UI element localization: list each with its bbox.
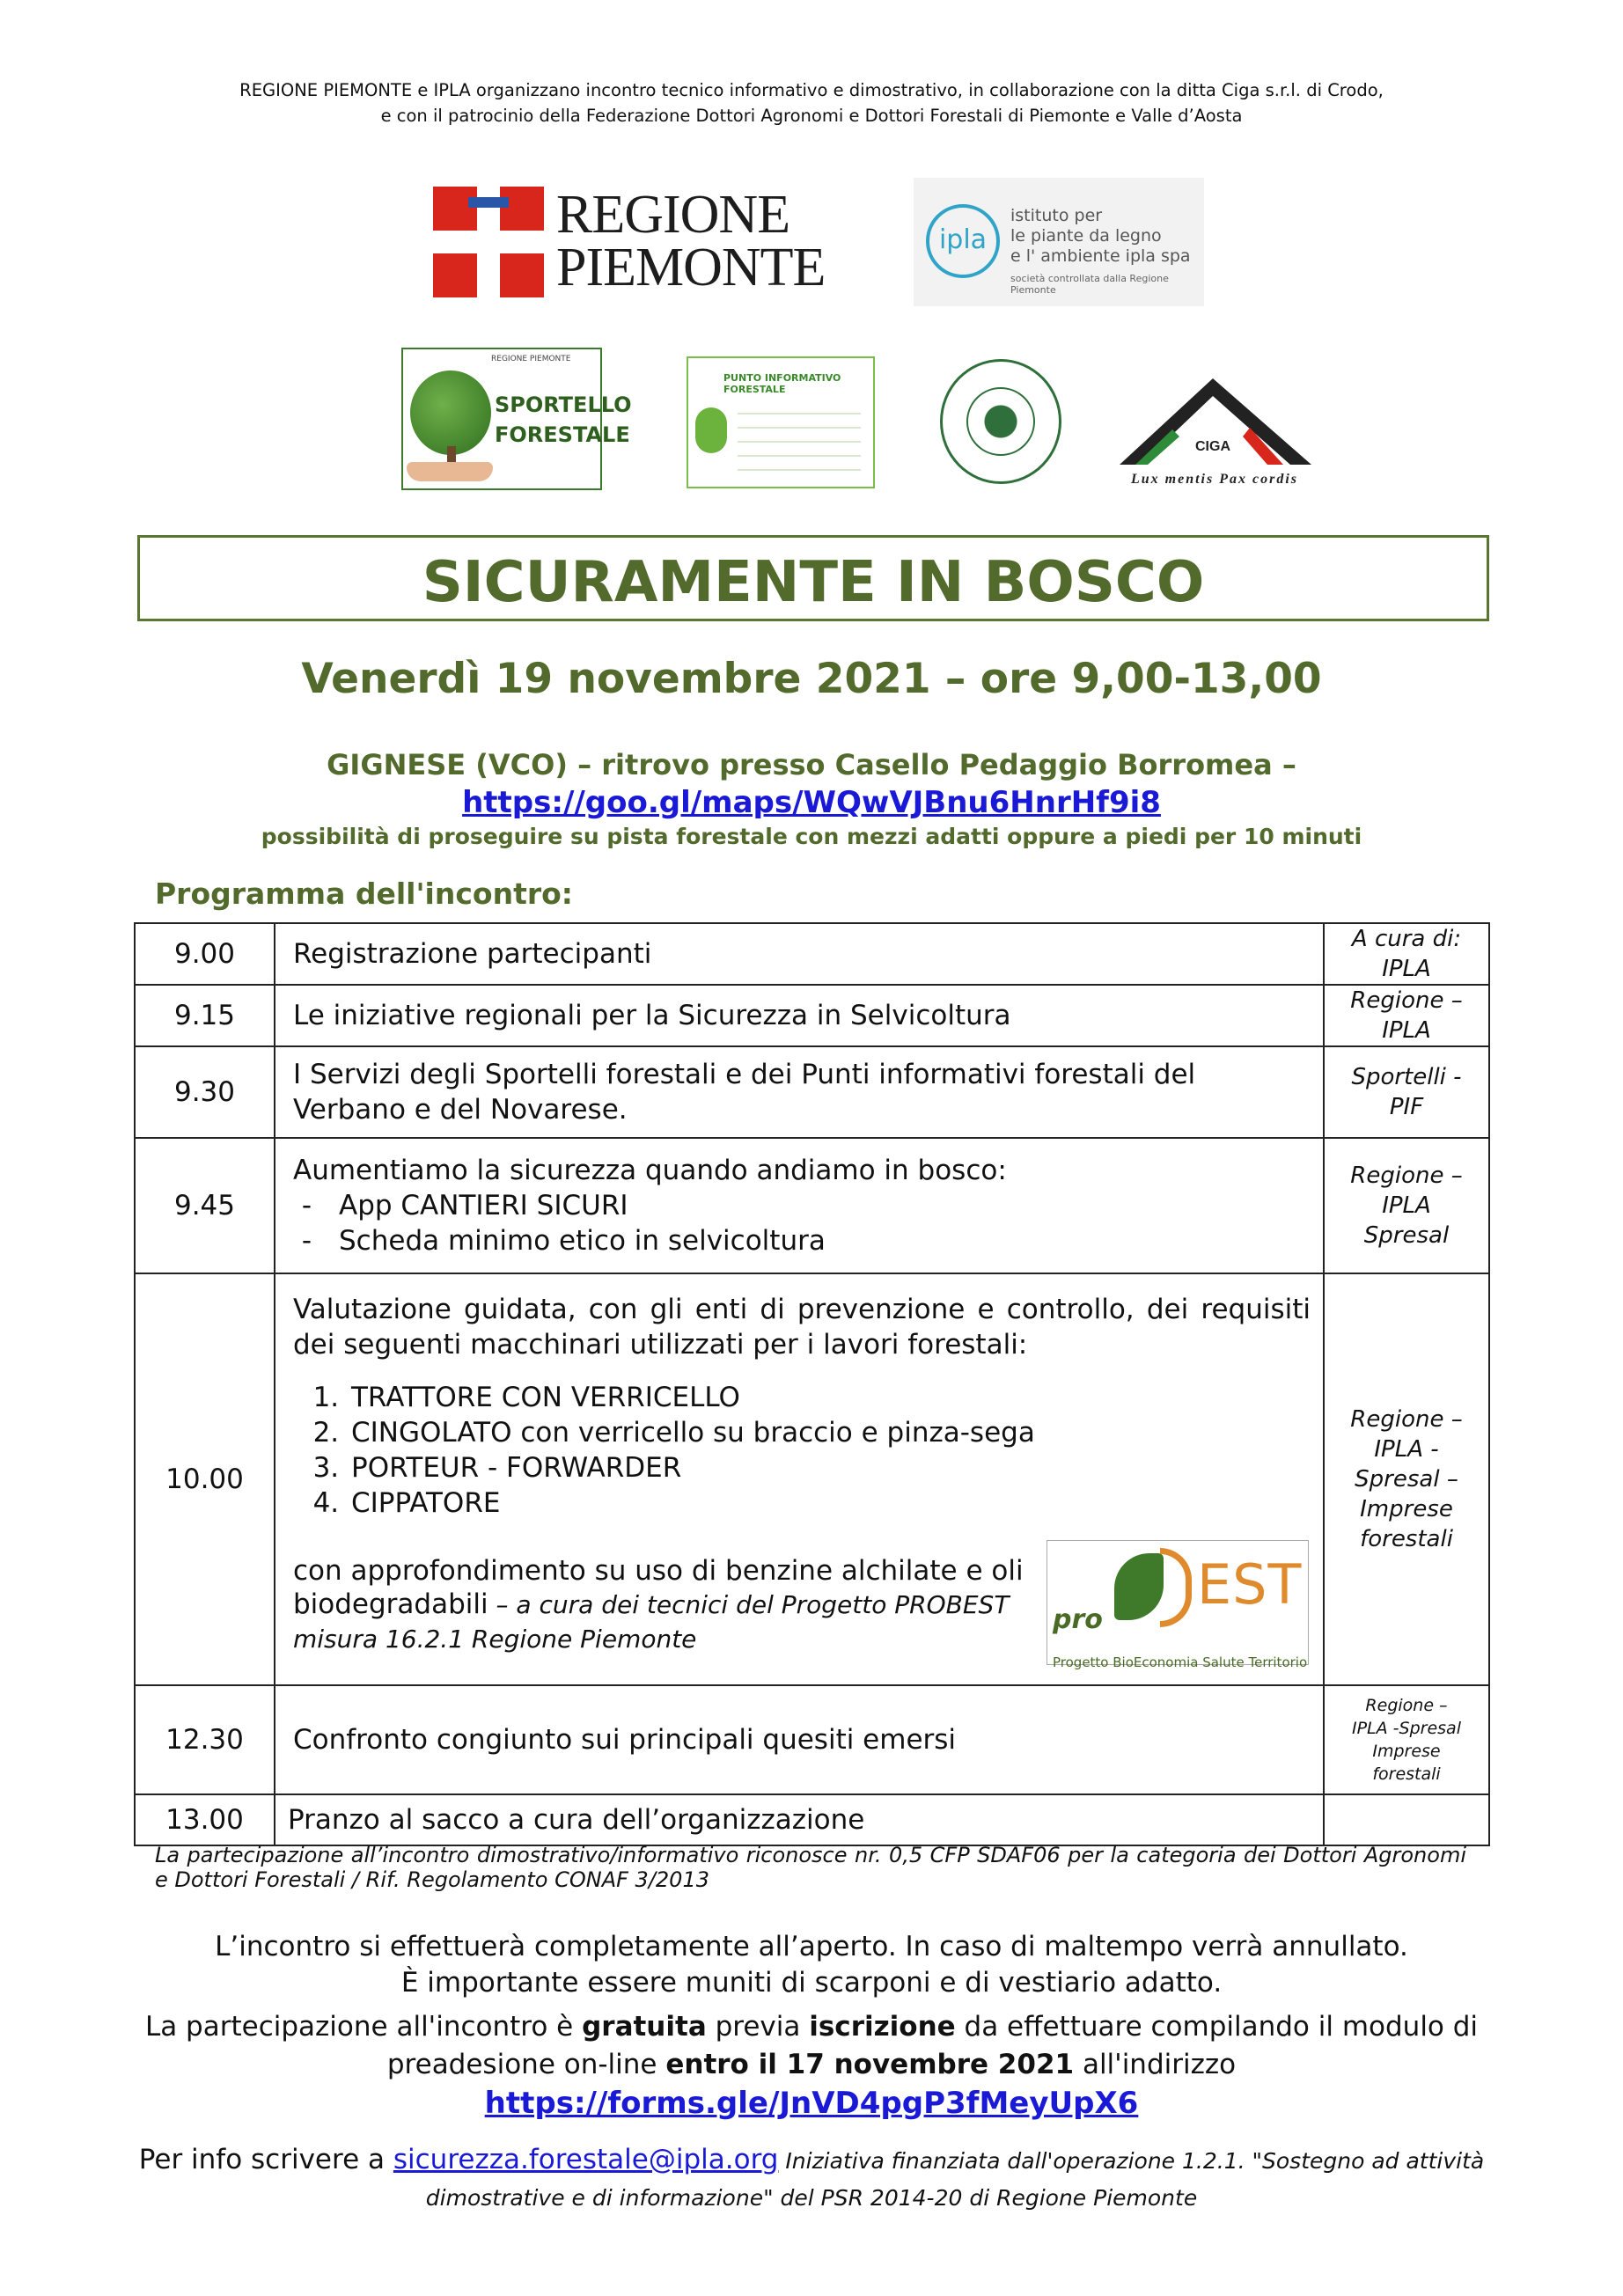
- organizer-cell: Regione – IPLA Spresal: [1324, 1138, 1489, 1273]
- list-item: 4. CIPPATORE: [348, 1485, 1311, 1521]
- registration-text: La partecipazione all'incontro è gratuita previa iscrizione da effettuare compilando il modulo di preadesione on-line entro il 17 novembre 2021 all'indirizzo: [144, 2011, 1479, 2080]
- intro-line: REGIONE PIEMONTE e IPLA organizzano incontro tecnico informativo e dimostrativo, in collaborazione con la ditta Ciga s.r.l. di Crodo,: [239, 80, 1384, 100]
- tree-icon: [410, 370, 491, 455]
- list-item: - Scheda minimo etico in selvicoltura: [293, 1225, 826, 1257]
- email-link[interactable]: sicurezza.forestale@ipla.org: [393, 2144, 779, 2175]
- page-title: SICURAMENTE IN BOSCO: [422, 550, 1205, 615]
- program-table: [134, 922, 1490, 1846]
- access-note: possibilità di proseguire su pista forestale con mezzi adatti oppure a piedi per 10 minuti: [261, 824, 1362, 849]
- intro-text: [0, 77, 1623, 128]
- time-cell: 9.00: [135, 923, 275, 985]
- list-item: 2. CINGOLATO con verricello su braccio e pinza-sega: [348, 1415, 1311, 1450]
- activity-cell: Aumentiamo la sicurezza quando andiamo in bosco: - App CANTIERI SICURI - Scheda minimo etico in selvicoltura: [275, 1138, 1324, 1273]
- time-cell: 13.00: [135, 1794, 275, 1845]
- activity-cell: Pranzo al sacco a cura dell’organizzazione: [275, 1794, 1324, 1845]
- organizer-cell: [1324, 1794, 1489, 1845]
- ciga-logo: [1111, 377, 1318, 491]
- leaf-icon: [1114, 1553, 1164, 1620]
- ciga-motto: Lux mentis Pax cordis: [1130, 472, 1298, 487]
- time-cell: 9.15: [135, 985, 275, 1046]
- probest-logo: pro EST Progetto BioEconomia Salute Territorio: [1047, 1540, 1309, 1665]
- probest-note: con approfondimento su uso di benzine alchilate e oli biodegradabili – a cura dei tecnici del Progetto PROBEST misura 16.2.1 Regione Piemonte: [293, 1555, 1024, 1654]
- activity-cell: Confronto congiunto sui principali quesiti emersi: [275, 1685, 1324, 1794]
- seal-emblem-icon: [966, 387, 1035, 456]
- ipla-wordmark: istituto per le piante da legno e l' ambiente ipla spa: [1010, 206, 1191, 266]
- list-item: 3. PORTEUR - FORWARDER: [348, 1450, 1311, 1485]
- savoy-cross-icon: [433, 187, 544, 297]
- table-row: [135, 1685, 1489, 1794]
- table-row: [135, 1138, 1489, 1273]
- organizer-cell: Regione – IPLA -Spresal Imprese forestali: [1324, 1685, 1489, 1794]
- table-row: [135, 1794, 1489, 1845]
- organizer-cell: A cura di: IPLA: [1324, 923, 1489, 985]
- registration-form-link[interactable]: https://forms.gle/JnVD4pgP3fMeyUpX6: [484, 2086, 1139, 2121]
- svg-text:CIGA: CIGA: [1195, 439, 1230, 454]
- event-location: GIGNESE (VCO) – ritrovo presso Casello Pedaggio Borromea –: [327, 748, 1296, 781]
- outdoor-notice: L’incontro si effettuerà completamente all’aperto. In caso di maltempo verrà annullato. È importante essere muniti di scarponi e di vestiario adatto.: [215, 1931, 1408, 1999]
- organizer-cell: Sportelli - PIF: [1324, 1046, 1489, 1138]
- info-contact: Per info scrivere a sicurezza.forestale@ipla.org Iniziativa finanziata dall'operazione 1.2.1. "Sostegno ad attività dimostrative e di informazione" del PSR 2014-20 di Regione Piemonte: [138, 2144, 1485, 2211]
- regione-piemonte-logo: [433, 185, 829, 299]
- intro-line: e con il patrocinio della Federazione Dottori Agronomi e Dottori Forestali di Piemonte e Valle d’Aosta: [380, 106, 1243, 126]
- hand-icon: [407, 462, 493, 481]
- mountains-icon: [1118, 377, 1313, 468]
- activity-cell: Le iniziative regionali per la Sicurezza in Selvicoltura: [275, 985, 1324, 1046]
- regione-piemonte-wordmark: REGIONE PIEMONTE: [556, 185, 826, 297]
- form-lines-icon: [738, 400, 861, 471]
- table-row: [135, 1273, 1489, 1685]
- map-pin-icon: [695, 407, 727, 453]
- pif-logo: PUNTO INFORMATIVO FORESTALE: [687, 356, 875, 488]
- list-item: 1. TRATTORE CON VERRICELLO: [348, 1380, 1311, 1415]
- table-row: [135, 1046, 1489, 1138]
- ipla-subtitle: società controllata dalla Regione Piemonte: [1010, 273, 1169, 296]
- list-item: - App CANTIERI SICURI: [293, 1190, 628, 1221]
- table-row: [135, 923, 1489, 985]
- event-date: Venerdì 19 novembre 2021 – ore 9,00-13,00: [301, 655, 1322, 703]
- activity-cell: Valutazione guidata, con gli enti di prevenzione e controllo, dei requisiti dei seguenti macchinari utilizzati per i lavori forestali: 1. TRATTORE CON VERRICELLO 2. CINGOLATO con verricello su braccio e pinza-sega 3. PORTEUR - FORWARDER 4. CIPPATORE con approfondimento su uso di benzine alchilate e oli biodegradabili – a cura dei tecnici del Progetto PROBEST misura 16.2.1 Regione Piemonte pro EST Progetto BioEconomia Salute Territorio: [275, 1273, 1324, 1685]
- cfp-footnote: La partecipazione all’incontro dimostrativo/informativo riconosce nr. 0,5 CFP SDAF06 per la categoria dei Dottori Agronomi e Dottori Forestali / Rif. Regolamento CONAF 3/2013: [155, 1843, 1466, 1892]
- time-cell: 9.45: [135, 1138, 275, 1273]
- machine-list: [348, 1380, 1311, 1521]
- organizer-cell: Regione – IPLA - Spresal – Imprese forestali: [1324, 1273, 1489, 1685]
- time-cell: 9.30: [135, 1046, 275, 1138]
- ipla-mark-icon: ipla: [926, 204, 1000, 278]
- activity-cell: Registrazione partecipanti: [275, 923, 1324, 985]
- title-box: [137, 535, 1489, 621]
- map-link[interactable]: https://goo.gl/maps/WQwVJBnu6HnrHf9i8: [462, 785, 1161, 820]
- organizer-cell: Regione – IPLA: [1324, 985, 1489, 1046]
- time-cell: 12.30: [135, 1685, 275, 1794]
- program-title: Programma dell'incontro:: [155, 877, 574, 911]
- ipla-logo: [914, 178, 1204, 306]
- dottori-agronomi-seal: [940, 359, 1061, 484]
- sportello-forestale-logo: REGIONE PIEMONTE SPORTELLO FORESTALE: [401, 348, 602, 490]
- table-row: [135, 985, 1489, 1046]
- activity-cell: I Servizi degli Sportelli forestali e dei Punti informativi forestali del Verbano e del Novarese.: [275, 1046, 1324, 1138]
- time-cell: 10.00: [135, 1273, 275, 1685]
